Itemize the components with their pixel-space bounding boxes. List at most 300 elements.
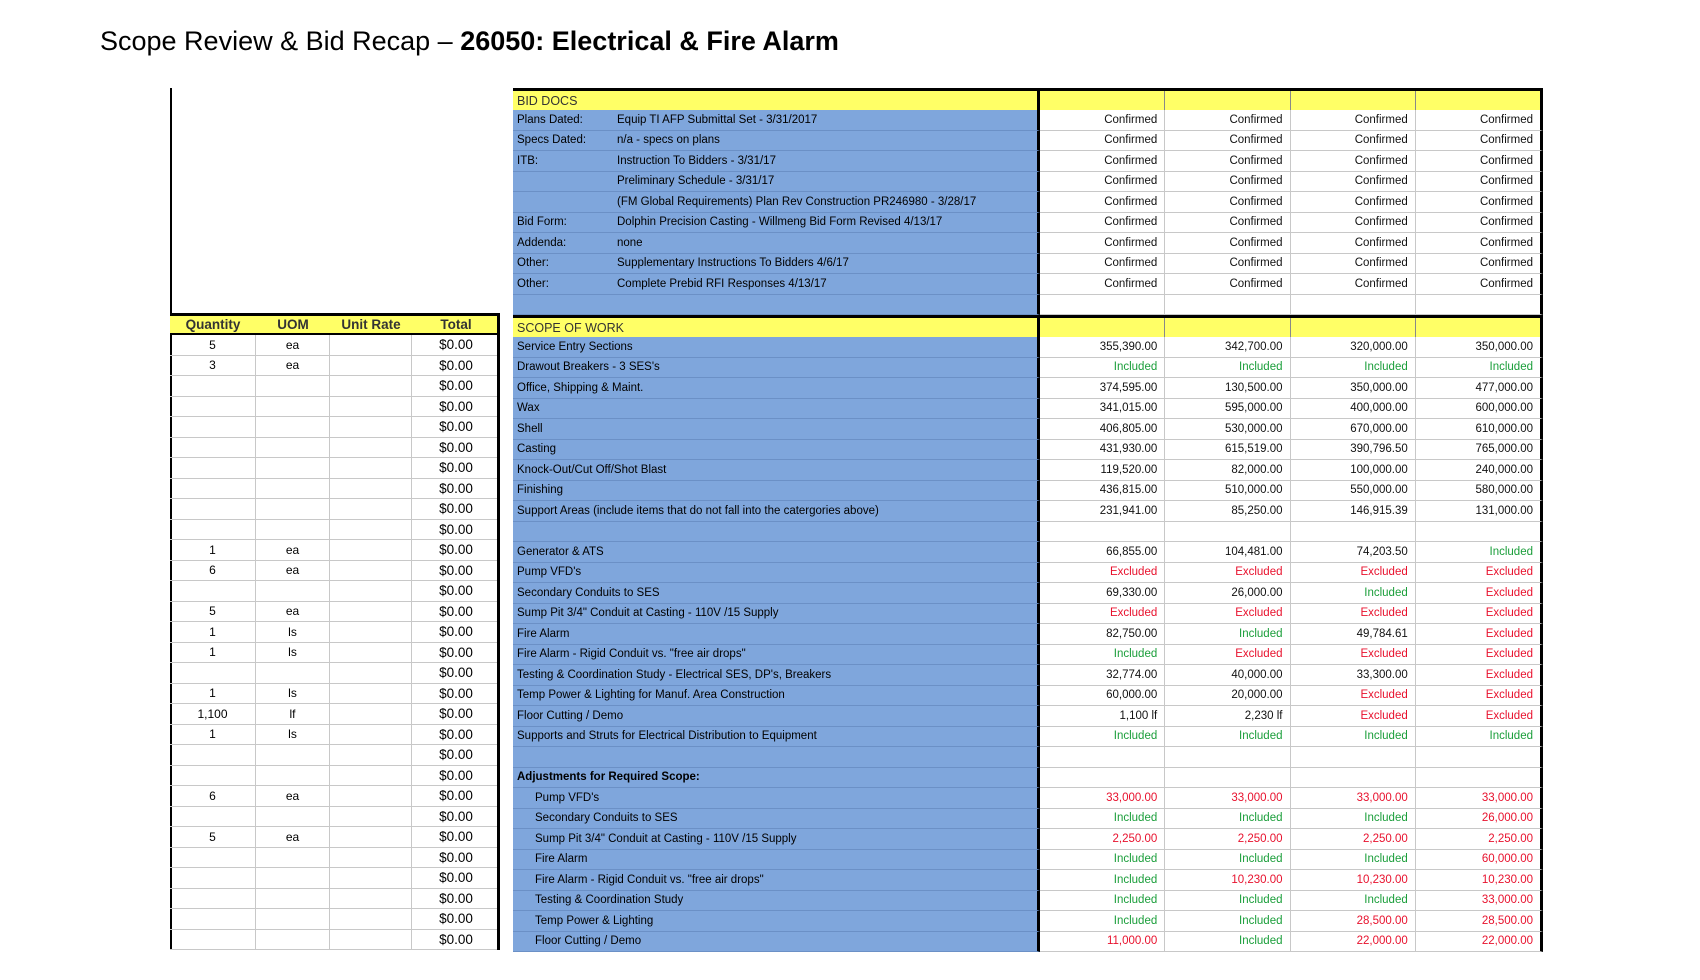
uom-cell: ea [256,602,330,622]
quantity-row [170,684,500,705]
bid-amount-cell: 436,815.00 [1040,481,1165,502]
bidder-header-cell [1291,91,1416,110]
quantity-row [170,602,500,623]
bid-doc-row [513,151,1543,172]
scope-row [513,604,1543,625]
bid-amount-cell: 600,000.00 [1416,399,1543,420]
bid-amount-cell: Included [1416,358,1543,379]
bid-doc-key: Specs Dated: [517,134,587,147]
bid-doc-status-cell: Confirmed [1291,131,1416,152]
uom-cell: ls [256,684,330,704]
bid-amount-cell: Included [1040,358,1165,379]
bid-amount-cell: 131,000.00 [1416,501,1543,522]
bid-doc-value: (FM Global Requirements) Plan Rev Construction PR246980 - 3/28/17 [617,195,977,208]
quantity-cell: 1 [170,540,256,560]
bid-amount-cell: Included [1291,809,1416,830]
bid-amount-cell [1416,768,1543,789]
bid-doc-status-cell: Confirmed [1165,233,1290,254]
unit-rate-cell [330,909,412,929]
scope-row [513,358,1543,379]
total-cell: $0.00 [439,562,473,578]
bid-amount-cell: 33,000.00 [1165,788,1290,809]
uom-cell [256,520,330,540]
unit-rate-cell [330,889,412,909]
bid-doc-status-cell: Confirmed [1040,110,1165,131]
uom-cell [256,417,330,437]
bid-amount-cell: Included [1291,891,1416,912]
quantity-cell [170,766,256,786]
scope-item-label: Shell [513,419,1040,440]
quantity-cell [170,397,256,417]
bid-amount-cell: 240,000.00 [1416,460,1543,481]
bid-amount-cell: 33,300.00 [1291,665,1416,686]
scope-item-label: Office, Shipping & Maint. [513,378,1040,399]
bid-doc-status-cell: Confirmed [1291,233,1416,254]
scope-item-label: Secondary Conduits to SES [513,809,1040,830]
scope-item-label: Supports and Struts for Electrical Distribution to Equipment [513,727,1040,748]
uom-cell [256,868,330,888]
bid-doc-status-cell: Confirmed [1416,131,1543,152]
bid-amount-cell: Excluded [1291,604,1416,625]
uom-cell: ea [256,786,330,806]
bid-doc-description [513,110,1040,131]
header-total: Total [440,317,472,332]
quantity-row [170,438,500,459]
quantity-row [170,868,500,889]
bid-amount-cell: Included [1040,727,1165,748]
bid-amount-cell: 477,000.00 [1416,378,1543,399]
total-cell: $0.00 [439,767,473,783]
page-title [100,26,839,57]
total-cell: $0.00 [439,378,473,394]
bid-doc-key: Addenda: [517,236,567,249]
bid-amount-cell: Excluded [1416,604,1543,625]
uom-cell: ls [256,643,330,663]
total-cell: $0.00 [439,337,473,353]
quantity-cell: 6 [170,561,256,581]
quantity-cell [170,909,256,929]
quantity-table-body [170,335,500,950]
quantity-cell [170,889,256,909]
scope-item-label: Service Entry Sections [513,337,1040,358]
bid-amount-cell: 765,000.00 [1416,440,1543,461]
bid-amount-cell: 2,250.00 [1416,829,1543,850]
bid-doc-status-cell [1165,295,1290,316]
bid-amount-cell: 2,230 lf [1165,706,1290,727]
quantity-cell [170,479,256,499]
total-cell: $0.00 [439,439,473,455]
bid-amount-cell: 33,000.00 [1291,788,1416,809]
bid-doc-status-cell: Confirmed [1040,233,1165,254]
page-title-prefix: Scope Review & Bid Recap – [100,26,461,56]
total-cell: $0.00 [439,357,473,373]
bid-doc-row [513,131,1543,152]
unit-rate-cell [330,581,412,601]
bid-amount-cell: Included [1291,850,1416,871]
uom-cell: ea [256,356,330,376]
bidder-header-cell [1291,318,1416,337]
scope-row [513,522,1543,543]
scope-row [513,460,1543,481]
uom-cell: ea [256,540,330,560]
bidder-header-cell [1040,91,1165,110]
scope-item-label: Casting [513,440,1040,461]
bid-table [513,88,1543,952]
total-cell: $0.00 [439,870,473,886]
scope-item-label: Knock-Out/Cut Off/Shot Blast [513,460,1040,481]
bid-amount-cell: Excluded [1416,686,1543,707]
bid-doc-status-cell: Confirmed [1416,110,1543,131]
bid-doc-value: Equip TI AFP Submittal Set - 3/31/2017 [617,113,818,126]
total-cell: $0.00 [439,583,473,599]
bid-amount-cell: 350,000.00 [1291,378,1416,399]
quantity-table-header [170,313,500,335]
bid-doc-status-cell: Confirmed [1165,110,1290,131]
bid-amount-cell: 406,805.00 [1040,419,1165,440]
bid-amount-cell: Included [1165,911,1290,932]
unit-rate-cell [330,786,412,806]
scope-row [513,624,1543,645]
bid-amount-cell: 374,595.00 [1040,378,1165,399]
uom-cell [256,479,330,499]
quantity-cell [170,458,256,478]
total-cell: $0.00 [439,665,473,681]
bid-amount-cell: Included [1291,358,1416,379]
bid-amount-cell: Excluded [1291,686,1416,707]
header-unit-rate: Unit Rate [341,317,401,332]
quantity-row [170,848,500,869]
bid-amount-cell [1291,747,1416,768]
quantity-row [170,335,500,356]
total-cell: $0.00 [439,829,473,845]
scope-item-label: Testing & Coordination Study - Electrical SES, DP's, Breakers [513,665,1040,686]
quantity-row [170,561,500,582]
quantity-row [170,479,500,500]
quantity-row [170,397,500,418]
uom-cell [256,766,330,786]
bid-amount-cell: 85,250.00 [1165,501,1290,522]
bid-amount-cell: 342,700.00 [1165,337,1290,358]
quantity-row [170,889,500,910]
bid-amount-cell: 60,000.00 [1416,850,1543,871]
bid-amount-cell: Excluded [1165,645,1290,666]
bid-amount-cell: 130,500.00 [1165,378,1290,399]
scope-row [513,686,1543,707]
bid-amount-cell: 11,000.00 [1040,932,1165,953]
scope-row [513,850,1543,871]
uom-cell [256,807,330,827]
quantity-cell: 1 [170,684,256,704]
quantity-row [170,417,500,438]
bid-amount-cell: Excluded [1416,665,1543,686]
scope-item-label: Floor Cutting / Demo [513,706,1040,727]
scope-body [513,337,1543,952]
bid-doc-status-cell: Confirmed [1165,131,1290,152]
uom-cell [256,663,330,683]
total-cell: $0.00 [439,521,473,537]
scope-item-label [513,522,1040,543]
bid-doc-value: Complete Prebid RFI Responses 4/13/17 [617,277,827,290]
uom-cell: lf [256,704,330,724]
unit-rate-cell [330,417,412,437]
bid-doc-status-cell: Confirmed [1165,151,1290,172]
unit-rate-cell [330,725,412,745]
quantity-row [170,581,500,602]
total-cell: $0.00 [439,890,473,906]
bid-doc-status-cell: Confirmed [1040,151,1165,172]
scope-item-label: Temp Power & Lighting for Manuf. Area Construction [513,686,1040,707]
scope-row [513,665,1543,686]
scope-header [513,315,1543,337]
unit-rate-cell [330,766,412,786]
scope-item-label: Secondary Conduits to SES [513,583,1040,604]
quantity-cell [170,499,256,519]
bid-amount-cell: 28,500.00 [1291,911,1416,932]
scope-item-label: Fire Alarm - Rigid Conduit vs. "free air drops" [513,870,1040,891]
bid-amount-cell: 2,250.00 [1291,829,1416,850]
bid-amount-cell [1291,522,1416,543]
scope-row [513,911,1543,932]
bid-amount-cell: 100,000.00 [1291,460,1416,481]
scope-row [513,891,1543,912]
bid-docs-body [513,110,1543,315]
bid-amount-cell: 22,000.00 [1291,932,1416,953]
bid-doc-value: Supplementary Instructions To Bidders 4/6/17 [617,257,849,270]
bid-amount-cell [1040,747,1165,768]
unit-rate-cell [330,807,412,827]
scope-item-label: Testing & Coordination Study [513,891,1040,912]
unit-rate-cell [330,622,412,642]
bid-amount-cell: 595,000.00 [1165,399,1290,420]
bid-doc-value: Preliminary Schedule - 3/31/17 [617,175,775,188]
scope-row [513,399,1543,420]
bid-doc-status-cell: Confirmed [1040,131,1165,152]
total-cell: $0.00 [439,419,473,435]
bid-doc-description [513,151,1040,172]
bid-doc-status-cell [1040,295,1165,316]
quantity-cell: 5 [170,335,256,355]
bid-amount-cell: 580,000.00 [1416,481,1543,502]
unit-rate-cell [330,479,412,499]
bid-amount-cell: Included [1165,727,1290,748]
bidder-header-cell [1040,318,1165,337]
scope-row [513,706,1543,727]
bid-amount-cell: Excluded [1416,645,1543,666]
header-uom: UOM [277,317,309,332]
bid-amount-cell: 104,481.00 [1165,542,1290,563]
bid-amount-cell [1165,522,1290,543]
bid-amount-cell [1040,768,1165,789]
bid-amount-cell: Excluded [1040,563,1165,584]
bid-doc-status-cell: Confirmed [1040,254,1165,275]
quantity-cell [170,376,256,396]
scope-row [513,337,1543,358]
quantity-cell [170,745,256,765]
bid-doc-status-cell: Confirmed [1291,172,1416,193]
quantity-row [170,704,500,725]
scope-row [513,932,1543,953]
uom-cell [256,376,330,396]
unit-rate-cell [330,643,412,663]
quantity-row [170,458,500,479]
unit-rate-cell [330,848,412,868]
bid-doc-status-cell: Confirmed [1165,192,1290,213]
bid-amount-cell: 20,000.00 [1165,686,1290,707]
quantity-row [170,499,500,520]
scope-item-label: Sump Pit 3/4" Conduit at Casting - 110V /15 Supply [513,829,1040,850]
header-quantity: Quantity [185,317,241,332]
total-cell: $0.00 [439,460,473,476]
bid-doc-status-cell: Confirmed [1040,213,1165,234]
total-cell: $0.00 [439,747,473,763]
scope-row [513,809,1543,830]
quantity-row [170,643,500,664]
unit-rate-cell [330,930,412,950]
uom-cell [256,848,330,868]
quantity-row [170,930,500,951]
bid-amount-cell [1040,522,1165,543]
bid-doc-status-cell: Confirmed [1416,172,1543,193]
quantity-row [170,786,500,807]
scope-item-label: Generator & ATS [513,542,1040,563]
total-cell: $0.00 [439,480,473,496]
scope-row [513,829,1543,850]
scope-row [513,440,1543,461]
quantity-cell: 6 [170,786,256,806]
bid-doc-status-cell [1416,295,1543,316]
total-cell: $0.00 [439,849,473,865]
bid-amount-cell: Included [1040,850,1165,871]
bid-amount-cell: Included [1040,911,1165,932]
bid-amount-cell: 610,000.00 [1416,419,1543,440]
bid-amount-cell: 82,000.00 [1165,460,1290,481]
bid-amount-cell: Included [1165,932,1290,953]
total-cell: $0.00 [439,501,473,517]
bid-amount-cell: Excluded [1291,563,1416,584]
bid-amount-cell: Included [1040,809,1165,830]
bid-doc-status-cell: Confirmed [1416,233,1543,254]
bid-amount-cell: 2,250.00 [1040,829,1165,850]
unit-rate-cell [330,663,412,683]
bid-doc-status-cell: Confirmed [1165,172,1290,193]
quantity-cell [170,417,256,437]
bid-amount-cell: 33,000.00 [1416,788,1543,809]
bid-amount-cell: Included [1416,542,1543,563]
bid-amount-cell: 355,390.00 [1040,337,1165,358]
bid-amount-cell [1416,522,1543,543]
uom-cell [256,438,330,458]
bid-doc-description [513,213,1040,234]
quantity-row [170,520,500,541]
scope-row [513,501,1543,522]
scope-label: SCOPE OF WORK [513,318,1040,337]
bid-doc-description [513,274,1040,295]
bid-amount-cell: 550,000.00 [1291,481,1416,502]
bid-doc-key: Bid Form: [517,216,567,229]
unit-rate-cell [330,438,412,458]
total-cell: $0.00 [439,542,473,558]
bidder-header-cell [1165,91,1290,110]
scope-item-label: Finishing [513,481,1040,502]
bid-doc-value: n/a - specs on plans [617,134,720,147]
bid-doc-status-cell: Confirmed [1291,274,1416,295]
bidder-header-cell [1165,318,1290,337]
scope-row [513,419,1543,440]
uom-cell: ea [256,335,330,355]
unit-rate-cell [330,356,412,376]
uom-cell: ea [256,827,330,847]
bid-doc-status-cell: Confirmed [1291,254,1416,275]
scope-item-label: Fire Alarm [513,850,1040,871]
bid-doc-status-cell: Confirmed [1416,254,1543,275]
bid-doc-status-cell: Confirmed [1165,254,1290,275]
bid-amount-cell: 400,000.00 [1291,399,1416,420]
bid-doc-value: none [617,236,643,249]
bid-amount-cell: Included [1165,624,1290,645]
quantity-row [170,540,500,561]
bid-amount-cell: 26,000.00 [1416,809,1543,830]
uom-cell [256,889,330,909]
uom-cell [256,499,330,519]
bid-amount-cell: 22,000.00 [1416,932,1543,953]
bid-amount-cell: 40,000.00 [1165,665,1290,686]
bid-doc-status-cell: Confirmed [1416,151,1543,172]
bid-amount-cell: Included [1165,891,1290,912]
quantity-cell [170,868,256,888]
bid-doc-status-cell: Confirmed [1291,213,1416,234]
uom-cell: ea [256,561,330,581]
uom-cell [256,909,330,929]
unit-rate-cell [330,684,412,704]
page-title-bold: 26050: Electrical & Fire Alarm [460,26,839,56]
right-border [497,313,500,950]
total-cell: $0.00 [439,706,473,722]
bid-doc-description [513,254,1040,275]
bid-amount-cell: Included [1291,727,1416,748]
bid-amount-cell: 60,000.00 [1040,686,1165,707]
bid-doc-status-cell: Confirmed [1165,274,1290,295]
bid-amount-cell: Included [1416,727,1543,748]
bid-amount-cell: Included [1165,358,1290,379]
quantity-cell [170,930,256,950]
bid-amount-cell: 33,000.00 [1416,891,1543,912]
bid-doc-row [513,295,1543,316]
bid-amount-cell: Excluded [1416,563,1543,584]
bid-amount-cell: 69,330.00 [1040,583,1165,604]
unit-rate-cell [330,458,412,478]
scope-row [513,788,1543,809]
bid-doc-row [513,233,1543,254]
quantity-cell [170,848,256,868]
bid-doc-status-cell: Confirmed [1416,192,1543,213]
bid-amount-cell: 33,000.00 [1040,788,1165,809]
unit-rate-cell [330,499,412,519]
bid-amount-cell [1416,747,1543,768]
quantity-row [170,766,500,787]
quantity-cell [170,581,256,601]
scope-item-label: Wax [513,399,1040,420]
quantity-row [170,827,500,848]
bid-doc-status-cell: Confirmed [1416,274,1543,295]
total-cell: $0.00 [439,931,473,947]
bid-amount-cell: 49,784.61 [1291,624,1416,645]
bid-amount-cell: 10,230.00 [1416,870,1543,891]
quantity-row [170,909,500,930]
total-cell: $0.00 [439,398,473,414]
scope-row [513,727,1543,748]
unit-rate-cell [330,335,412,355]
bid-amount-cell: 10,230.00 [1165,870,1290,891]
